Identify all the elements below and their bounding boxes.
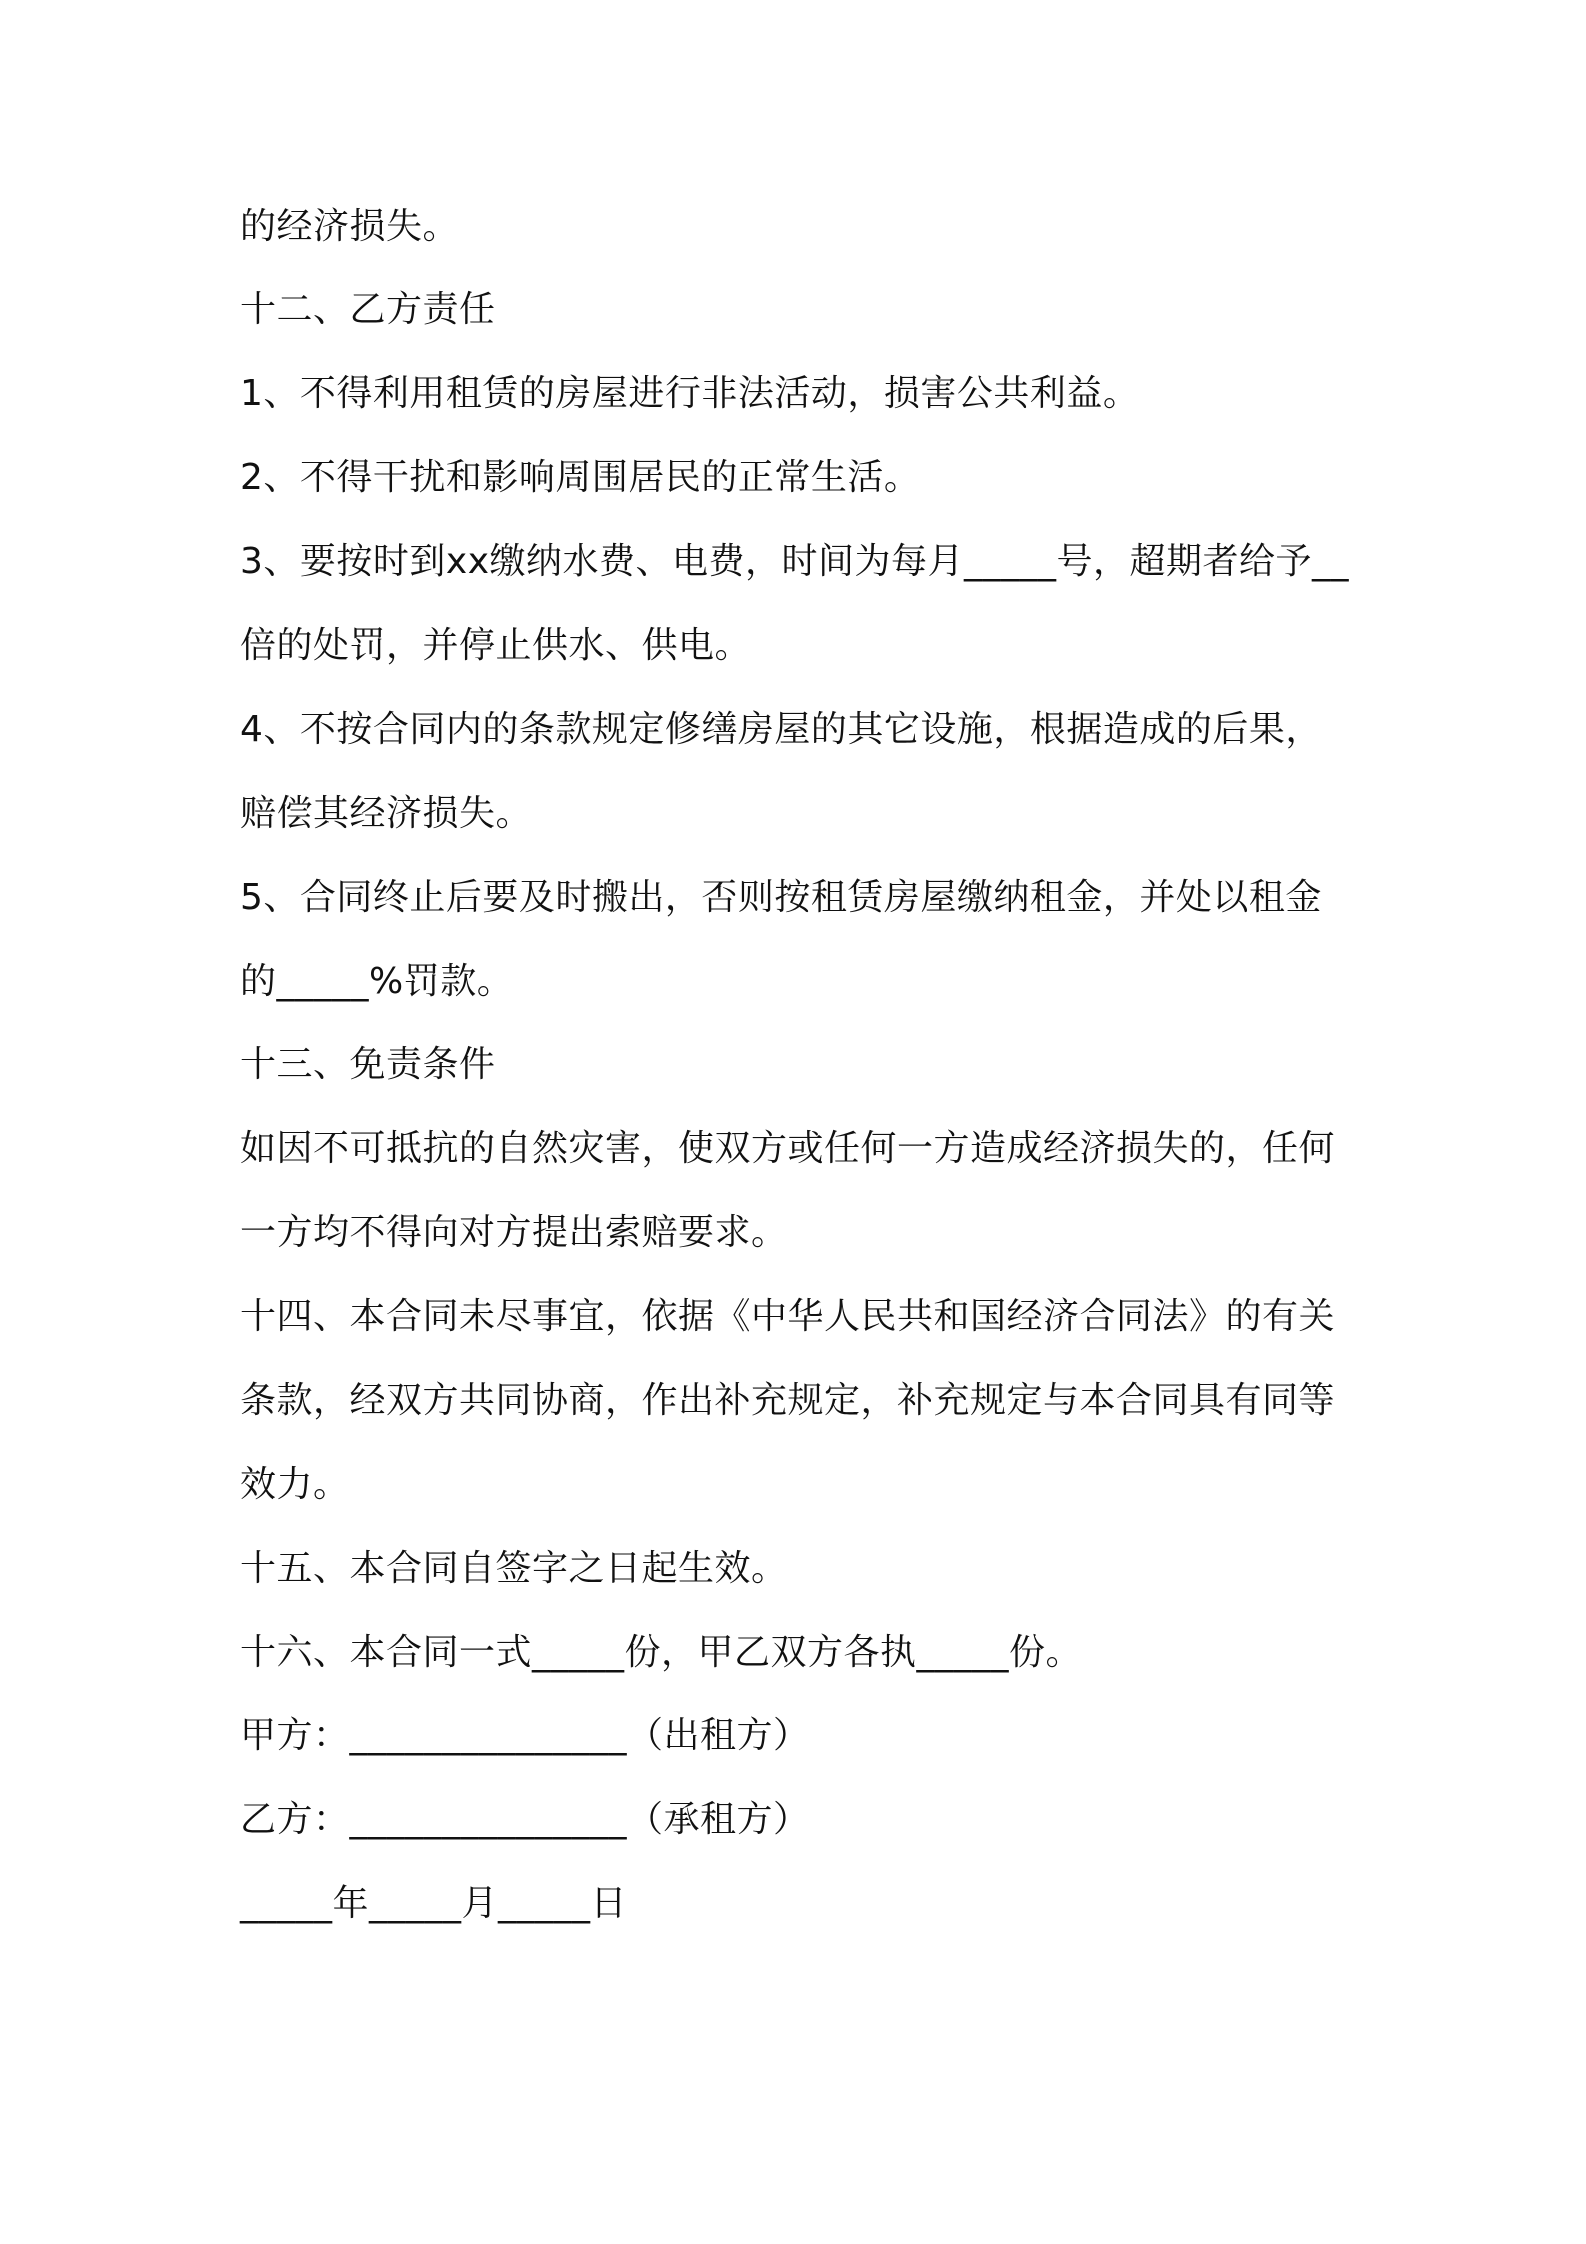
text-line: 条款，经双方共同协商，作出补充规定，补充规定与本合同具有同等 bbox=[240, 1380, 1336, 1421]
text-line: 4、不按合同内的条款规定修缮房屋的其它设施，根据造成的后果， bbox=[240, 709, 1322, 750]
text-line: 效力。 bbox=[240, 1464, 350, 1505]
text-line: 一方均不得向对方提出索赔要求。 bbox=[240, 1212, 788, 1253]
section-heading-13: 十三、免责条件 bbox=[240, 1044, 496, 1085]
section-heading-16: 十六、本合同一式_____份，甲乙双方各执_____份。 bbox=[240, 1632, 1083, 1673]
date-line: _____年_____月_____日 bbox=[240, 1883, 628, 1924]
section-heading-12: 十二、乙方责任 bbox=[240, 289, 496, 330]
party-b-signature-line: 乙方：_______________（承租方） bbox=[240, 1799, 810, 1840]
section-heading-15: 十五、本合同自签字之日起生效。 bbox=[240, 1548, 788, 1589]
text-line: 倍的处罚，并停止供水、供电。 bbox=[240, 625, 752, 666]
text-line: 5、合同终止后要及时搬出，否则按租赁房屋缴纳租金，并处以租金 bbox=[240, 877, 1322, 918]
section-heading-14: 十四、本合同未尽事宜，依据《中华人民共和国经济合同法》的有关 bbox=[240, 1296, 1336, 1337]
text-line: 3、要按时到xx缴纳水费、电费，时间为每月_____号，超期者给予__ bbox=[240, 541, 1350, 582]
party-a-signature-line: 甲方：_______________（出租方） bbox=[240, 1715, 810, 1756]
text-line: 的经济损失。 bbox=[240, 206, 460, 247]
text-line: 如因不可抵抗的自然灾害，使双方或任何一方造成经济损失的，任何 bbox=[240, 1128, 1336, 1169]
text-line: 的_____%罚款。 bbox=[240, 961, 514, 1002]
text-line: 赔偿其经济损失。 bbox=[240, 793, 533, 834]
text-line: 1、不得利用租赁的房屋进行非法活动，损害公共利益。 bbox=[240, 373, 1140, 414]
text-line: 2、不得干扰和影响周围居民的正常生活。 bbox=[240, 457, 921, 498]
